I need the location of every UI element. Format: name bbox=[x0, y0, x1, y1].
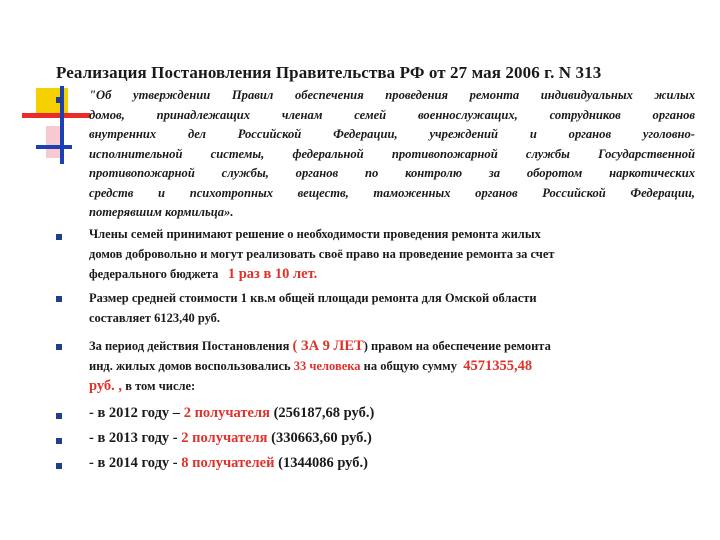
people-count-highlight: 33 человека bbox=[293, 359, 361, 373]
decree-title-paragraph bbox=[89, 86, 695, 223]
usage-summary-paragraph bbox=[89, 336, 695, 396]
text-line bbox=[89, 356, 695, 376]
text-segment: - в 2012 году – bbox=[89, 405, 184, 421]
amount-text: (1344086 руб.) bbox=[274, 455, 368, 471]
period-highlight: ( ЗА 9 ЛЕТ bbox=[292, 338, 364, 354]
bullet-icon bbox=[56, 344, 62, 350]
family-decision-paragraph bbox=[89, 224, 695, 284]
text-line bbox=[89, 376, 695, 396]
text-segment: За период действия Постановления bbox=[89, 339, 290, 353]
decree-line: средств и психотропных веществ, таможенных органов Российской Федерации, bbox=[89, 185, 695, 200]
text-line: домов добровольно и могут реализовать своё право на проведение ремонта за счет bbox=[89, 247, 555, 261]
year-2013-line bbox=[89, 428, 695, 448]
year-2014-line bbox=[89, 453, 695, 473]
text-segment: на общую сумму bbox=[363, 359, 457, 373]
decor-blue-horizontal-line bbox=[36, 145, 72, 149]
decree-line: внутренних дел Российской Федерации, учреждений и органов уголовно- bbox=[89, 127, 695, 141]
frequency-highlight: 1 раз в 10 лет. bbox=[227, 266, 318, 282]
bullet-icon bbox=[56, 234, 62, 240]
average-cost-paragraph bbox=[89, 288, 695, 328]
text-segment: ) правом на обеспечение ремонта bbox=[363, 339, 551, 353]
recipients-highlight: 8 получателей bbox=[181, 455, 275, 471]
text-line bbox=[89, 336, 695, 356]
decree-line: исполнительной системы, федеральной противопожарной службы Государственной bbox=[89, 146, 695, 161]
bullet-icon bbox=[56, 97, 62, 103]
text-segment: - в 2014 году - bbox=[89, 455, 182, 471]
bullet-icon bbox=[56, 296, 62, 302]
text-segment: в том числе: bbox=[125, 379, 196, 393]
recipients-highlight: 2 получателя bbox=[181, 430, 268, 446]
year-2012-line bbox=[89, 403, 695, 423]
decree-line: потерявшим кормильца». bbox=[89, 205, 234, 219]
decree-line: домов, принадлежащих членам семей военнослужащих, сотрудников органов bbox=[89, 107, 695, 122]
text-line bbox=[89, 264, 695, 284]
total-amount-highlight: 4571355,48 bbox=[463, 358, 533, 374]
slide-title: Реализация Постановления Правительства РФ от 27 мая 2006 г. N 313 bbox=[56, 63, 602, 82]
decor-red-bar bbox=[22, 113, 90, 118]
text-line: Члены семей принимают решение о необходимости проведения ремонта жилых bbox=[89, 227, 541, 241]
bullet-icon bbox=[56, 463, 62, 469]
bullet-icon bbox=[56, 438, 62, 444]
amount-text: (330663,60 руб.) bbox=[267, 430, 372, 446]
text-segment: федерального бюджета bbox=[89, 267, 219, 281]
text-line: составляет 6123,40 руб. bbox=[89, 311, 221, 325]
recipients-highlight: 2 получателя bbox=[183, 405, 270, 421]
bullet-icon bbox=[56, 413, 62, 419]
decree-line: противопожарной службы, органов по контролю за оборотом наркотических bbox=[89, 166, 695, 180]
currency-highlight: руб. , bbox=[89, 378, 123, 394]
decree-line: "Об утверждении Правил обеспечения проведения ремонта индивидуальных жилых bbox=[89, 88, 695, 102]
amount-text: (256187,68 руб.) bbox=[269, 405, 375, 421]
text-segment: - в 2013 году - bbox=[89, 430, 182, 446]
text-segment: инд. жилых домов воспользовались bbox=[89, 359, 291, 373]
text-line: Размер средней стоимости 1 кв.м общей площади ремонта для Омской области bbox=[89, 291, 537, 305]
